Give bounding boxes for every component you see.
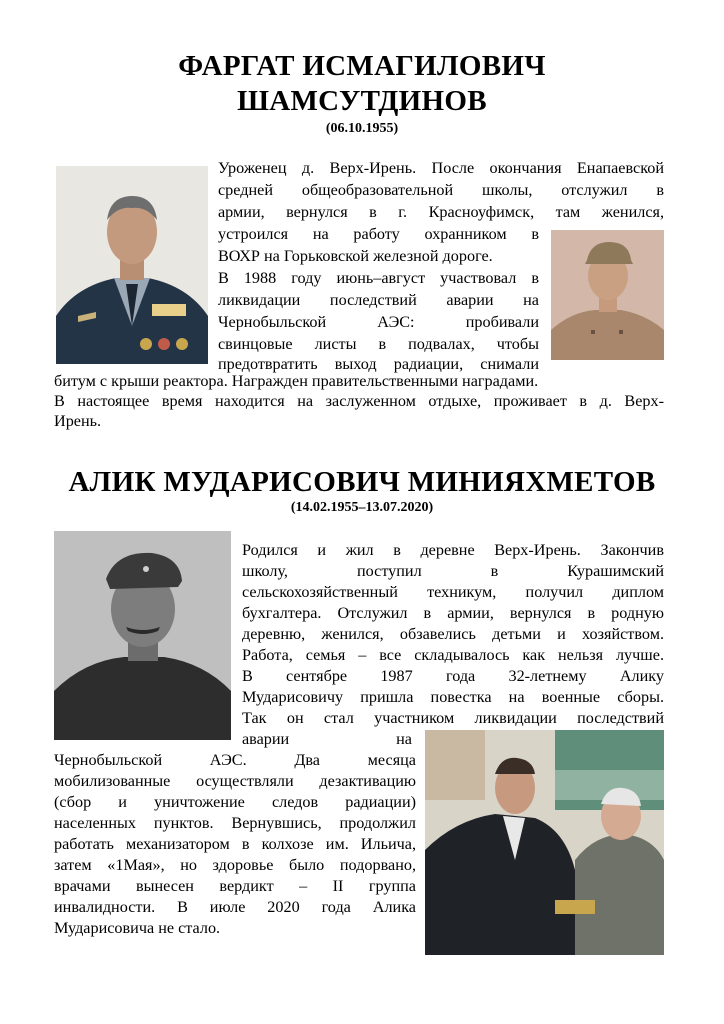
person2-text-line: бухгалтера. Отслужил в армии, вернулся в родную xyxy=(242,604,664,622)
person2-text-line: (сбор и уничтожение следов радиации) xyxy=(54,793,416,811)
person1-text-line: средней общеобразовательной школы, отслужил в xyxy=(218,181,664,199)
person2-text-line: аварии на xyxy=(242,730,412,748)
person1-text-line: ликвидации последствий аварии на xyxy=(218,291,539,309)
person2-text-line: затем «1Мая», но здоровье было подорвано, xyxy=(54,856,416,874)
person2-text-line: Так он стал участником ликвидации последствий xyxy=(242,709,664,727)
person1-text-line: Ирень. xyxy=(54,412,102,430)
person1-text-line: предотвратить выход радиации, снимали xyxy=(218,355,539,373)
person2-text-line: Мударисовича не стало. xyxy=(54,919,221,937)
person2-text-line: сельскохозяйственный техникум, получил диплом xyxy=(242,583,664,601)
person1-text-line: В 1988 году июнь–август участвовал в xyxy=(218,269,539,287)
person2-dates: (14.02.1955–13.07.2020) xyxy=(290,500,434,515)
person2-text-line: Родился и жил в деревне Верх-Ирень. Закончив xyxy=(242,541,664,559)
person1-portrait-photo xyxy=(56,166,208,364)
person2-text-line: врачами вынесен вердикт – II группа xyxy=(54,877,416,895)
person1-text-line: Уроженец д. Верх-Ирень. После окончания Енапаевской xyxy=(218,159,664,177)
person1-young-soldier-photo xyxy=(551,230,664,360)
person2-award-ceremony-photo xyxy=(425,730,664,955)
person2-text-line: деревню, женился, обзавелись детьми и хозяйством. xyxy=(242,625,664,643)
person2-text-line: работать механизатором в колхозе им. Ильича, xyxy=(54,835,416,853)
person1-text-line: ВОХР на Горьковской железной дороге. xyxy=(218,247,493,265)
person1-name-line1: ФАРГАТ ИСМАГИЛОВИЧ xyxy=(178,50,546,82)
person2-text-line: инвалидности. В июле 2020 года Алика xyxy=(54,898,416,916)
person2-portrait-photo xyxy=(54,531,231,740)
person2-text-line: Чернобыльской АЭС. Два месяца xyxy=(54,751,416,769)
person1-text-line: Чернобыльской АЭС: пробивали xyxy=(218,313,539,331)
person2-text-line: Работа, семья – все складывалось как нельзя лучше. xyxy=(242,646,664,664)
person1-text-line: армии, вернулся в г. Красноуфимск, там женился, xyxy=(218,203,664,221)
person2-text-line: населенных пунктов. Вернувшись, продолжил xyxy=(54,814,416,832)
person1-text-line: устроился на работу охранником в xyxy=(218,225,539,243)
person1-dates: (06.10.1955) xyxy=(325,121,399,136)
person1-text-line: битум с крыши реактора. Награжден правительственными наградами. xyxy=(54,372,539,390)
person2-text-line: Мударисовичу пришла повестка на военные сборы. xyxy=(242,688,664,706)
person2-text-line: мобилизованные осуществляли дезактивацию xyxy=(54,772,416,790)
person1-text-line: свинцовые листы в подвалах, чтобы xyxy=(218,335,539,353)
person2-text-line: В сентябре 1987 года 32-летнему Алику xyxy=(242,667,664,685)
person2-name: АЛИК МУДАРИСОВИЧ МИНИЯХМЕТОВ xyxy=(68,466,656,498)
person1-name-line2: ШАМСУТДИНОВ xyxy=(237,85,487,117)
person2-text-line: школу, поступил в Курашимский xyxy=(242,562,664,580)
person1-text-line: В настоящее время находится на заслуженном отдыхе, проживает в д. Верх- xyxy=(54,392,664,410)
